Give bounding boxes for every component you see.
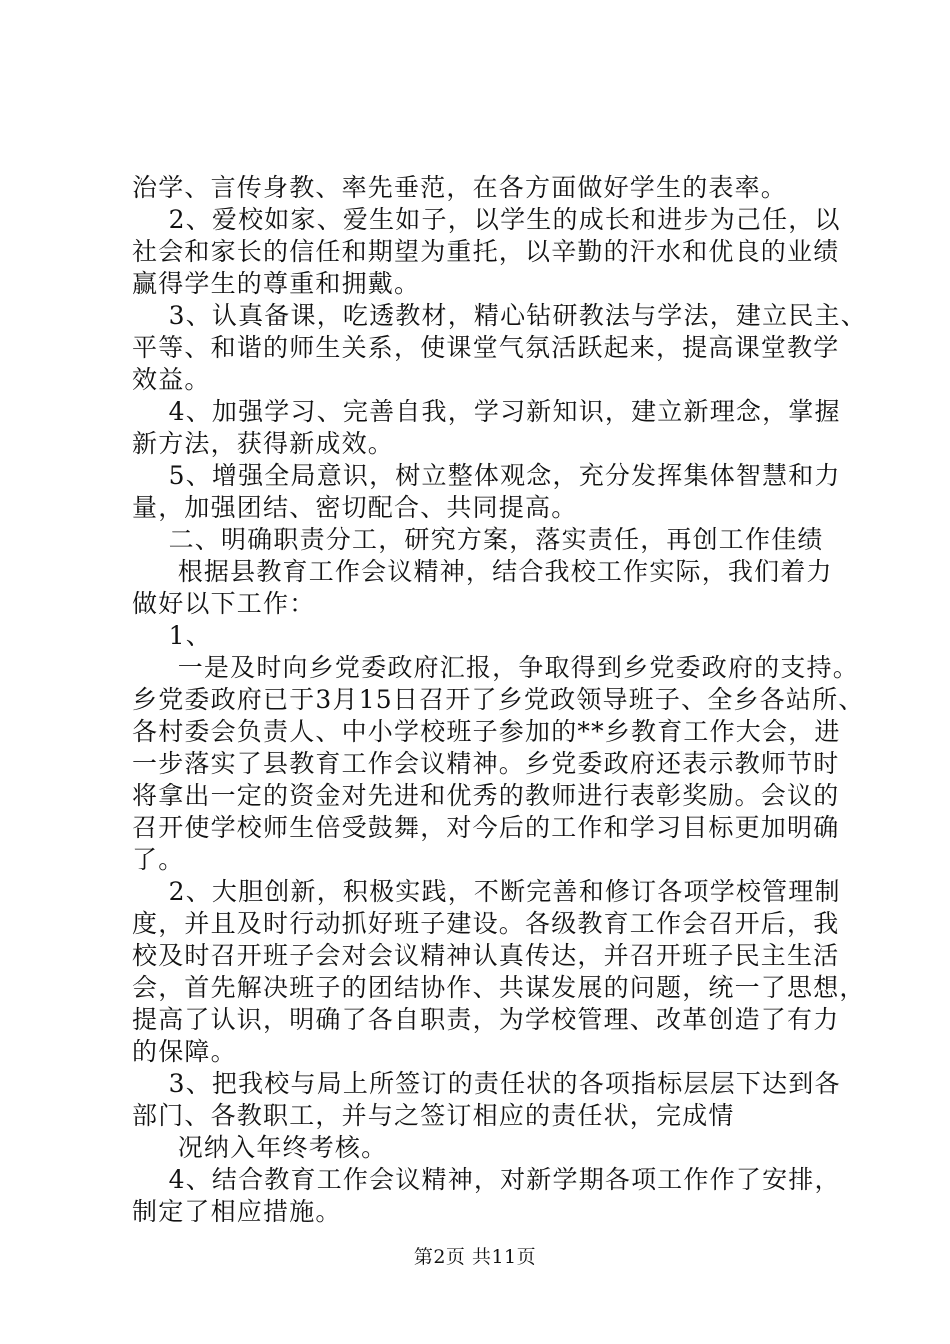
text-line: 根据县教育工作会议精神，结合我校工作实际，我们着力 bbox=[132, 557, 833, 586]
text-line: 会，首先解决班子的团结协作、共谋发展的问题，统一了思想， bbox=[132, 973, 866, 1002]
text-line: 度，并且及时行动抓好班子建设。各级教育工作会召开后，我 bbox=[132, 909, 840, 938]
text-line: 1、 bbox=[132, 621, 212, 650]
text-line: 平等、和谐的师生关系，使课堂气氛活跃起来，提高课堂教学 bbox=[132, 333, 840, 362]
text-line: 况纳入年终考核。 bbox=[132, 1133, 388, 1162]
text-line: 的保障。 bbox=[132, 1037, 237, 1066]
text-line: 治学、言传身教、率先垂范，在各方面做好学生的表率。 bbox=[132, 173, 788, 202]
text-line: 赢得学生的尊重和拥戴。 bbox=[132, 269, 421, 298]
text-line: 新方法，获得新成效。 bbox=[132, 429, 395, 458]
text-line: 了。 bbox=[132, 845, 185, 874]
text-line: 一步落实了县教育工作会议精神。乡党委政府还表示教师节时 bbox=[132, 749, 840, 778]
text-line: 部门、各教职工，并与之签订相应的责任状，完成情 bbox=[132, 1101, 735, 1130]
text-line: 提高了认识，明确了各自职责，为学校管理、改革创造了有力 bbox=[132, 1005, 840, 1034]
text-line: 量，加强团结、密切配合、共同提高。 bbox=[132, 493, 578, 522]
text-line: 4、结合教育工作会议精神，对新学期各项工作作了安排， bbox=[132, 1165, 841, 1194]
text-line: 3、认真备课，吃透教材，精心钻研教法与学法，建立民主、 bbox=[132, 301, 867, 330]
page-number-footer: 第2页 共11页 bbox=[413, 1246, 537, 1268]
text-line: 5、增强全局意识，树立整体观念，充分发挥集体智慧和力 bbox=[132, 461, 841, 490]
text-line: 2、爱校如家、爱生如子，以学生的成长和进步为己任，以 bbox=[132, 205, 841, 234]
text-line: 各村委会负责人、中小学校班子参加的**乡教育工作大会，进 bbox=[132, 717, 841, 746]
text-line: 做好以下工作： bbox=[132, 589, 316, 618]
text-line: 二、明确职责分工，研究方案，落实责任，再创工作佳绩 bbox=[132, 525, 824, 554]
text-line: 效益。 bbox=[132, 365, 211, 394]
text-line: 召开使学校师生倍受鼓舞，对今后的工作和学习目标更加明确 bbox=[132, 813, 840, 842]
text-line: 制定了相应措施。 bbox=[132, 1197, 342, 1226]
text-line: 将拿出一定的资金对先进和优秀的教师进行表彰奖励。会议的 bbox=[132, 781, 840, 810]
text-line: 乡党委政府已于3月15日召开了乡党政领导班子、全乡各站所、 bbox=[132, 685, 865, 714]
text-line: 3、把我校与局上所签订的责任状的各项指标层层下达到各 bbox=[132, 1069, 841, 1098]
text-line: 社会和家长的信任和期望为重托，以辛勤的汗水和优良的业绩 bbox=[132, 237, 840, 266]
text-line: 2、大胆创新，积极实践，不断完善和修订各项学校管理制 bbox=[132, 877, 841, 906]
document-body bbox=[132, 172, 867, 1228]
text-line: 校及时召开班子会对会议精神认真传达，并召开班子民主生活 bbox=[132, 941, 840, 970]
text-line: 一是及时向乡党委政府汇报，争取得到乡党委政府的支持。 bbox=[132, 653, 859, 682]
text-line: 4、加强学习、完善自我，学习新知识，建立新理念，掌握 bbox=[132, 397, 841, 426]
